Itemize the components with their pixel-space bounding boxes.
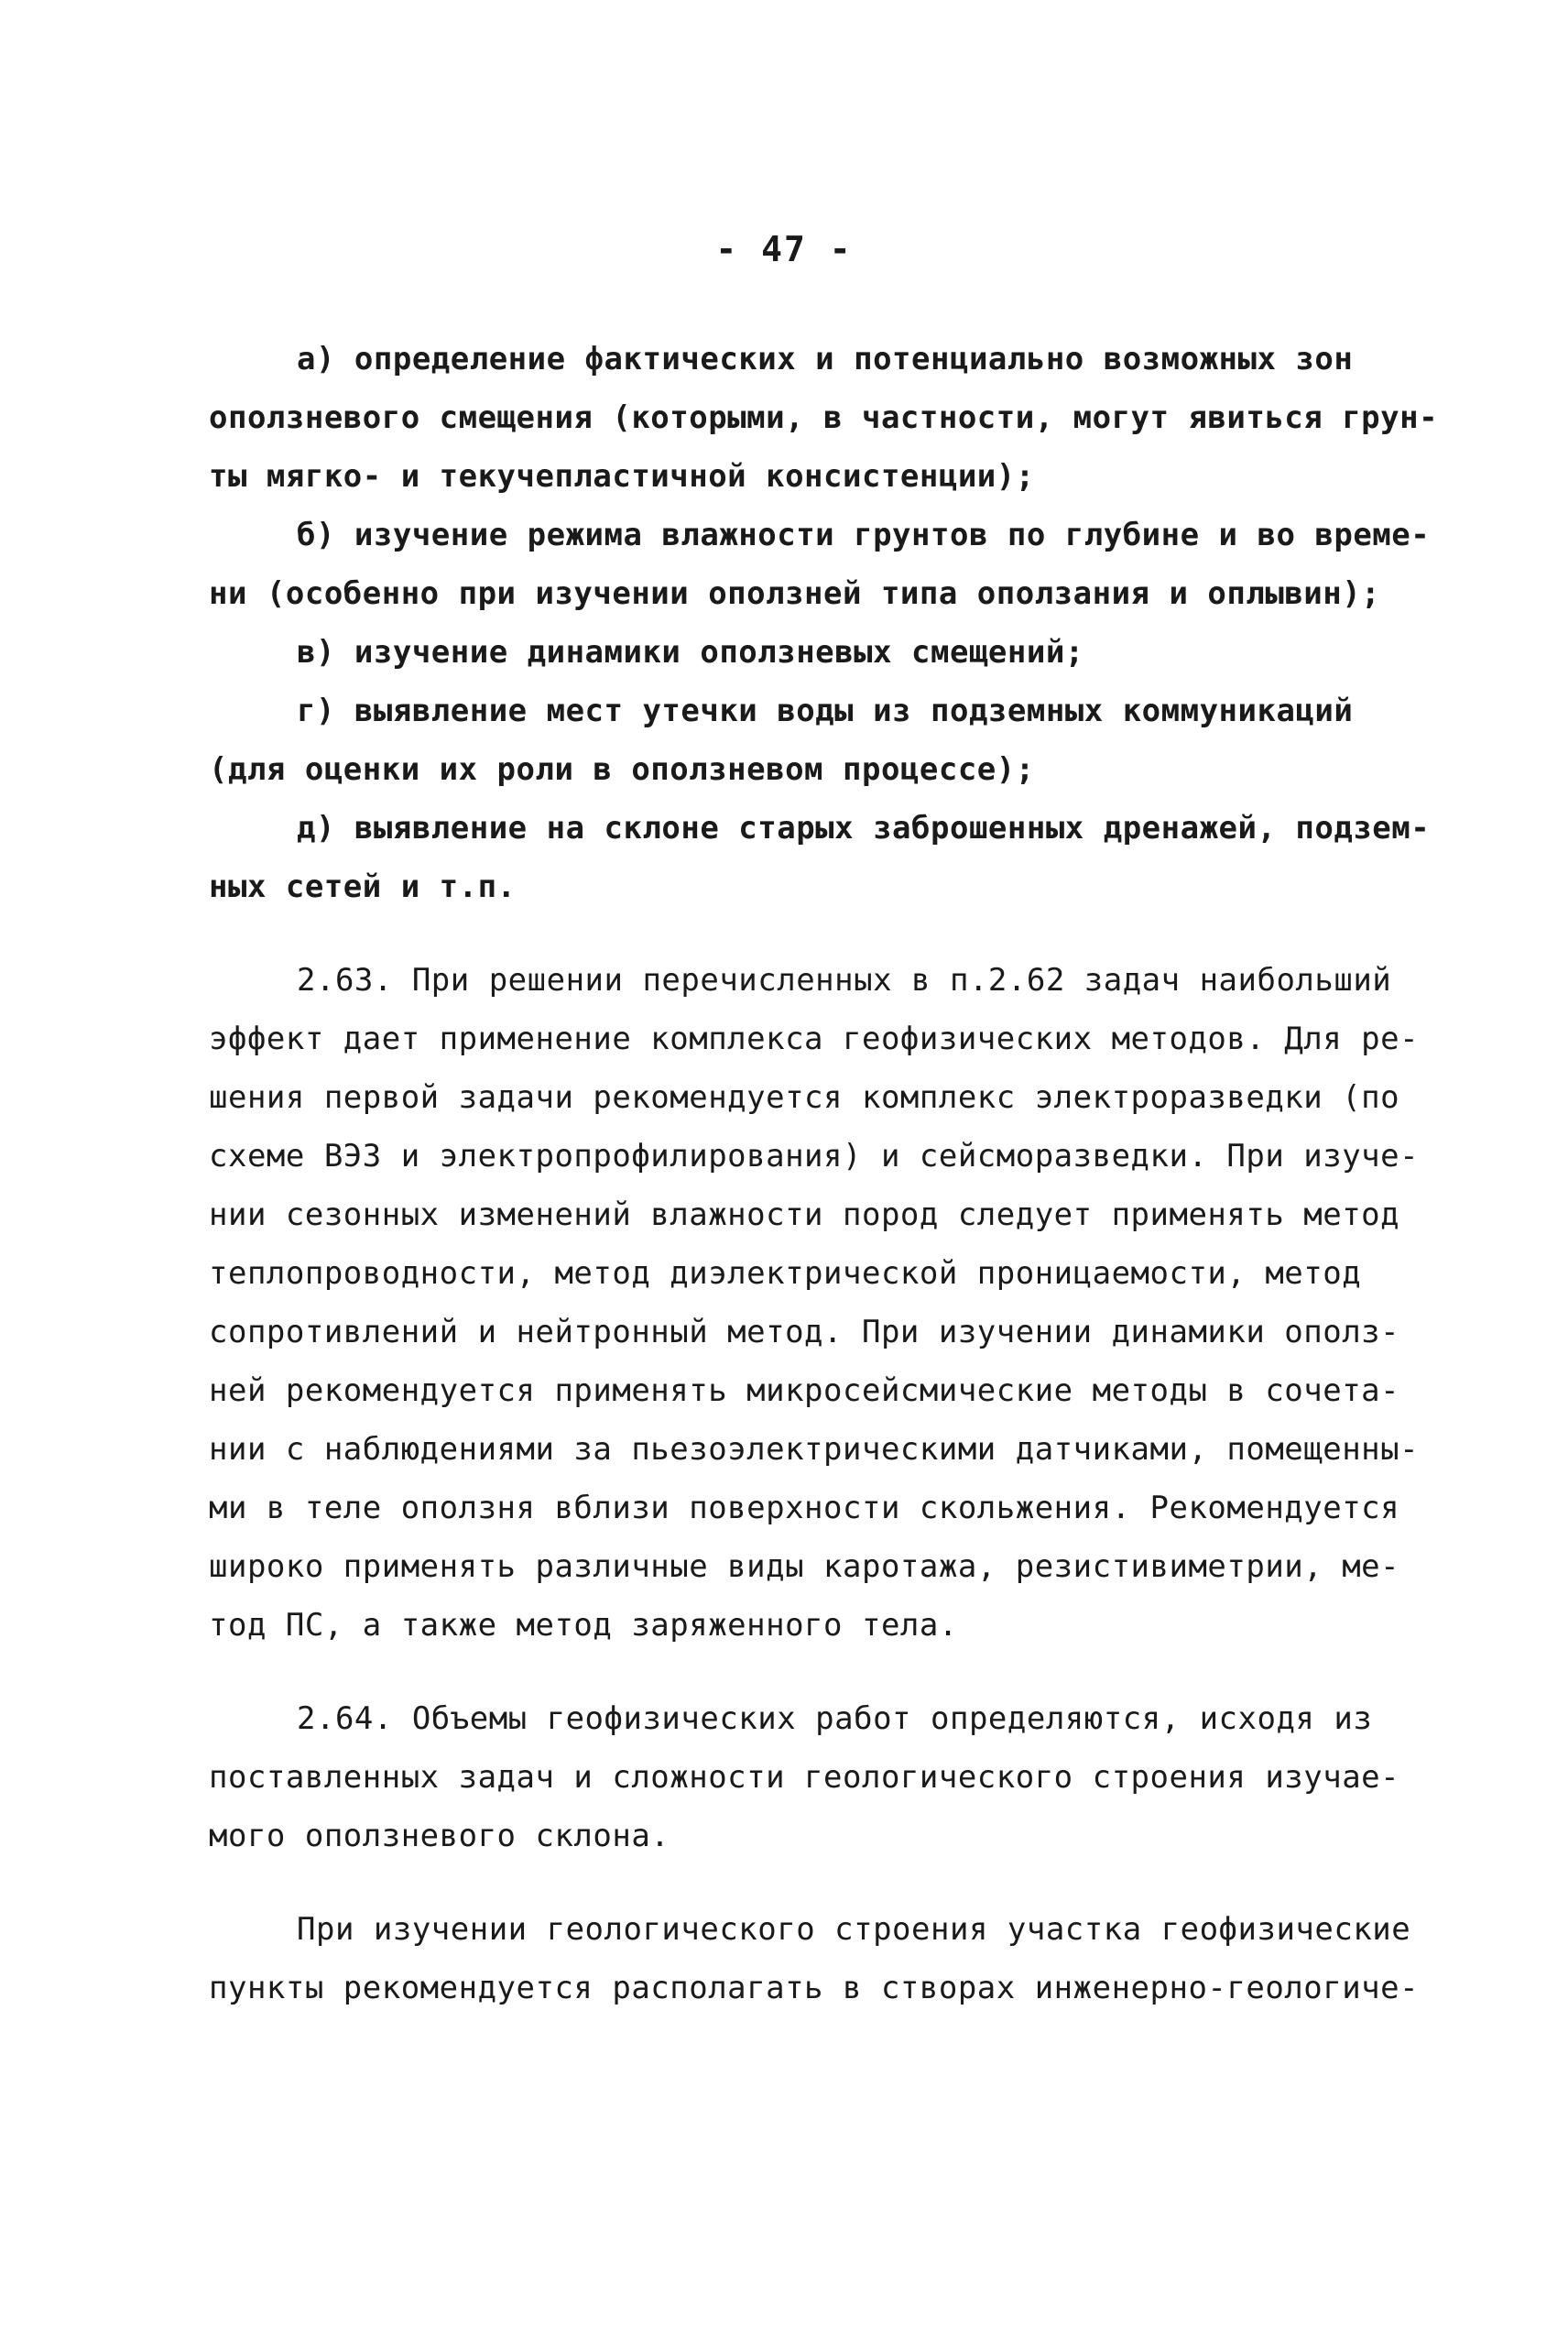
text-line: ты мягко- и текучепластичной консистенции); xyxy=(209,458,1035,495)
text-line: схеме ВЭЗ и электропрофилирования) и сейсморазведки. При изуче- xyxy=(209,1138,1420,1174)
text-line: мого оползневого склона. xyxy=(209,1818,670,1854)
text-line: нии с наблюдениями за пьезоэлектрическими датчиками, помещенны- xyxy=(209,1431,1420,1468)
text-line: теплопроводности, метод диэлектрической проницаемости, метод xyxy=(209,1255,1362,1292)
document-body xyxy=(209,330,1439,2017)
text-line: ней рекомендуется применять микросейсмические методы в сочета- xyxy=(209,1372,1400,1409)
text-line: оползневого смещения (которыми, в частности, могут явиться грун- xyxy=(209,399,1439,436)
text-line: г) выявление мест утечки воды из подземных коммуникаций xyxy=(297,693,1354,729)
text-line: пункты рекомендуется располагать в створах инженерно-геологиче- xyxy=(209,1970,1420,2006)
text-line: нии сезонных изменений влажности пород следует применять метод xyxy=(209,1196,1400,1233)
text-line: ми в теле оползня вблизи поверхности скольжения. Рекомендуется xyxy=(209,1490,1400,1526)
text-line: ных сетей и т.п. xyxy=(209,869,517,905)
text-line: б) изучение режима влажности грунтов по глубине и во време- xyxy=(297,517,1431,553)
text-line: шения первой задачи рекомендуется комплекс электроразведки (по xyxy=(209,1079,1400,1116)
text-line: а) определение фактических и потенциально возможных зон xyxy=(297,341,1354,377)
text-line: д) выявление на склоне старых заброшенных дренажей, подзем- xyxy=(297,810,1431,847)
text-line: 2.63. При решении перечисленных в п.2.62 задач наибольший xyxy=(297,962,1392,999)
text-line: эффект дает применение комплекса геофизических методов. Для ре- xyxy=(209,1021,1420,1057)
text-line: широко применять различные виды каротажа, резистивиметрии, ме- xyxy=(209,1548,1400,1585)
text-line: (для оценки их роли в оползневом процессе); xyxy=(209,751,1035,788)
text-line: поставленных задач и сложности геологического строения изучае- xyxy=(209,1759,1400,1796)
text-line: тод ПС, а также метод заряженного тела. xyxy=(209,1607,958,1644)
text-line: 2.64. Объемы геофизических работ определяются, исходя из xyxy=(297,1700,1373,1737)
text-line: сопротивлений и нейтронный метод. При изучении динамики ополз- xyxy=(209,1314,1400,1350)
text-line: в) изучение динамики оползневых смещений; xyxy=(297,634,1084,671)
page-number: - 47 - xyxy=(715,229,853,269)
text-line: При изучении геологического строения участка геофизические xyxy=(297,1911,1411,1948)
text-line: ни (особенно при изучении оползней типа оползания и оплывин); xyxy=(209,575,1381,612)
